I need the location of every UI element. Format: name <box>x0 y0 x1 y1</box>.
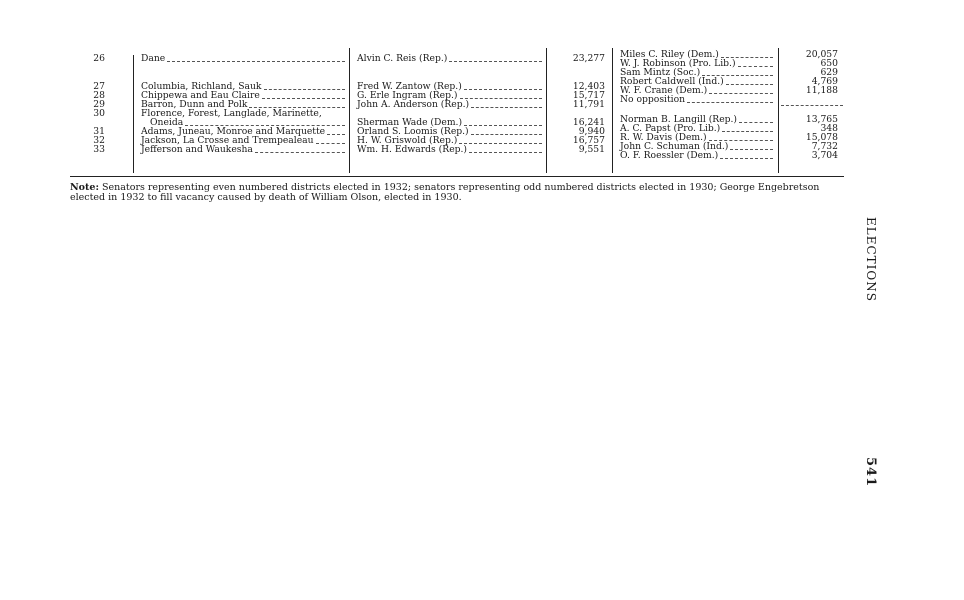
winner-votes: 9,940 <box>578 126 605 137</box>
winner-name: Fred W. Zantow (Rep.) <box>357 81 462 92</box>
opponent-votes: 7,732 <box>811 141 838 152</box>
dot-leader <box>730 142 773 150</box>
opponent-votes: 650 <box>820 58 838 69</box>
dot-leader <box>471 127 542 135</box>
winner-votes: 12,403 <box>572 81 605 92</box>
page-number: 541 <box>863 457 878 488</box>
dot-leader <box>720 151 773 159</box>
opponent-name: Robert Caldwell (Ind.) <box>620 76 724 87</box>
county-name: Oneida <box>150 117 184 128</box>
opponent-votes: 11,188 <box>805 85 838 96</box>
dot-leader <box>722 124 773 132</box>
dot-leader <box>471 100 542 108</box>
county-name: Jefferson and Waukesha <box>141 144 253 155</box>
column-divider <box>133 55 134 173</box>
district-number: 27 <box>93 81 105 92</box>
opponent-votes: 3,704 <box>811 150 838 161</box>
opponent-name: A. C. Papst (Pro. Lib.) <box>620 123 721 134</box>
note-label: Note: <box>70 182 99 193</box>
election-results-table <box>0 0 964 180</box>
winner-votes: 16,757 <box>572 135 605 146</box>
dot-leader <box>726 77 773 85</box>
dot-leader <box>464 118 542 126</box>
dot-leader <box>262 91 345 99</box>
winner-votes: 15,717 <box>572 90 605 101</box>
opponent-name: R. W. Davis (Dem.) <box>620 132 707 143</box>
section-title: ELECTIONS <box>864 217 878 302</box>
opponent-name: O. F. Roessler (Dem.) <box>620 150 719 161</box>
dot-leader <box>738 59 773 67</box>
district-number: 31 <box>93 126 105 137</box>
winner-votes: 23,277 <box>572 53 605 64</box>
county-name: Columbia, Richland, Sauk <box>141 81 262 92</box>
dot-leader <box>781 98 843 106</box>
dot-leader <box>167 54 345 62</box>
opponent-name: John C. Schuman (Ind.) <box>620 141 729 152</box>
county-name: Chippewa and Eau Claire <box>141 90 260 101</box>
district-number: 26 <box>93 53 105 64</box>
winner-votes: 11,791 <box>572 99 605 110</box>
winner-votes: 9,551 <box>578 144 605 155</box>
opponent-votes: 629 <box>820 67 838 78</box>
opponent-name: Norman B. Langill (Rep.) <box>620 114 738 125</box>
district-number: 33 <box>93 144 105 155</box>
dot-leader <box>721 50 773 58</box>
dot-leader <box>464 82 542 90</box>
dot-leader <box>709 133 773 141</box>
winner-name: Sherman Wade (Dem.) <box>357 117 463 128</box>
column-divider <box>612 48 613 173</box>
dot-leader <box>185 118 345 126</box>
dot-leader <box>739 115 773 123</box>
district-number: 30 <box>93 108 105 119</box>
winner-name: Alvin C. Reis (Rep.) <box>357 53 448 64</box>
dot-leader <box>459 136 542 144</box>
column-divider <box>349 48 350 173</box>
dot-leader <box>264 82 345 90</box>
winner-name: G. Erle Ingram (Rep.) <box>357 90 458 101</box>
dot-leader <box>702 68 773 76</box>
county-name: Adams, Juneau, Monroe and Marquette <box>141 126 326 137</box>
county-name: Florence, Forest, Langlade, Marinette, <box>141 108 322 119</box>
column-divider <box>778 48 779 173</box>
dot-leader <box>327 127 345 135</box>
opponent-votes: 20,057 <box>805 49 838 60</box>
dot-leader <box>249 100 345 108</box>
table-bottom-rule <box>70 176 844 177</box>
district-number: 28 <box>93 90 105 101</box>
district-number: 29 <box>93 99 105 110</box>
dot-leader <box>255 145 345 153</box>
footnote <box>70 183 850 203</box>
county-name: Barron, Dunn and Polk <box>141 99 248 110</box>
dot-leader <box>449 54 542 62</box>
opponent-votes: 4,769 <box>811 76 838 87</box>
opponent-name: No opposition <box>620 94 686 105</box>
opponent-name: W. F. Crane (Dem.) <box>620 85 708 96</box>
dot-leader <box>687 95 773 103</box>
winner-name: H. W. Griswold (Rep.) <box>357 135 458 146</box>
dot-leader <box>469 145 542 153</box>
county-name: Jackson, La Crosse and Trempealeau <box>141 135 314 146</box>
note-text: Senators representing even numbered districts elected in 1932; senators representing odd numbered districts elected in 1930; George Engebretson elected in 1932 to fill vacancy caused by death of William Olson, elected in 1930. <box>70 182 820 203</box>
winner-name: Wm. H. Edwards (Rep.) <box>357 144 468 155</box>
opponent-votes: 13,765 <box>805 114 838 125</box>
opponent-name: W. J. Robinson (Pro. Lib.) <box>620 58 736 69</box>
opponent-votes: 348 <box>820 123 838 134</box>
dot-leader <box>316 136 345 144</box>
winner-name: Orland S. Loomis (Rep.) <box>357 126 469 137</box>
dot-leader <box>460 91 542 99</box>
opponent-name: Miles C. Riley (Dem.) <box>620 49 719 60</box>
county-name: Dane <box>141 53 166 64</box>
opponent-votes: 15,078 <box>805 132 838 143</box>
dot-leader <box>709 86 773 94</box>
winner-name: John A. Anderson (Rep.) <box>357 99 470 110</box>
opponent-name: Sam Mintz (Soc.) <box>620 67 701 78</box>
column-divider <box>546 48 547 173</box>
winner-votes: 16,241 <box>572 117 605 128</box>
district-number: 32 <box>93 135 105 146</box>
